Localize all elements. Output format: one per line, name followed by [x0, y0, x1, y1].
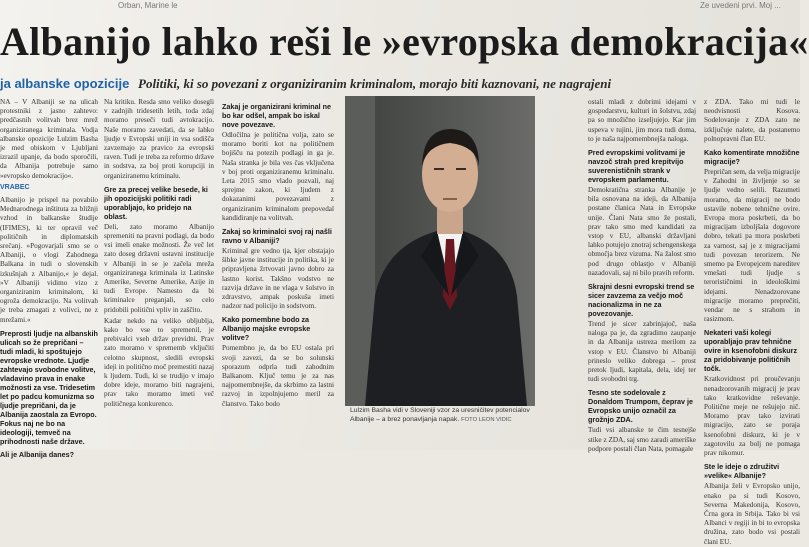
- column-1-question: Preprosti ljudje na albanskih ulicah so že prepričani – tudi mladi, ki spoštujejo evropske vrednote. Ljudje zahtevajo svobodne volitve, vladavino prava in enake možnosti za vse. Tridesetim let po padcu komunizma so ljudje prepričani, da je Albanija zaostala za Evropo. Fokus naj ne bo na ideologiji, temveč na prihodnosti naše države.: [0, 328, 98, 446]
- column-3-paragraph: Kriminal gre vedno tja, kjer obstajajo šibke javne institucije in politika, ki je pripravljena žrtvovati javno dobro za lastno korist. Takšno vodstvo ne razvija države in ne vlaga v šolstvo in zdravstvo, ampak poskuša imeti nadzor nad policijo in sodstvom.: [222, 247, 334, 311]
- column-3-paragraph: Odločilna je politična volja, zato se moramo boriti kot na političnem bojišču na potezih podlagi in ga je. Naša stranka je bila ves čas vključena v boj proti organiziranemu kriminalu. Leta 2015 smo vlado pozvali, naj sprejme zakon, ki ljudem z dokazanimi povezavami z organiziranim kriminalom prepovedal kandidiranje na volitvah.: [222, 131, 334, 222]
- column-2-paragraph: Kadar nekdo na veliko obljublja, kako bo vse to spremenil, je prebivalci vseh držav previdni. Prav zato moramo v sprememb vključiti celotno skupnost, sledili evropski ideji in politično moč premestiti nazaj k ljudem. Tudi, ki se trudijo v imajo dobre ideje, moramo biti nagrajeni, prav tako moramo imeti več političnega konkurenco.: [104, 316, 214, 408]
- column-5-question: Nekateri vaši kolegi uporabljajo prav tehnične ovire in ksenofobni diskurz za pridobivanje političnih točk.: [704, 328, 798, 374]
- portrait-photo: [345, 96, 535, 406]
- column-4-question: Tesno ste sodelovale z Donaldom Trumpom, čeprav je Evropsko unijo označil za grožnjo ZDA.: [588, 388, 694, 425]
- column-5-paragraph: Albanija želi v Evropsko unijo, enako pa si tudi Kosovo, Severna Makedonija, Kosovo, Črna gora in Srbija. Tako bi vsi Albanci v regiji in bi to evropska družina, zato bodo vsi postali člani EU.: [704, 482, 800, 546]
- column-5-paragraph: Kratkovidnost pri proučevanju nenadzorovanih migracij je prav tako kratkovidne reševanje. Politične meje ne rešujejo nič. Moramo prav tako izvirati migracijo, zato se poraja ksenofobni diskurz, ki je v zagotovilu za bolj ne pomaga prav nikomur.: [704, 375, 800, 458]
- column-4-paragraph: Trend je sicer zabrinjajoč, naša naloga pa je, da zgradimo zaupanje in da Albanija ustreza merilom za vstop v EU. Članstvo bi Albaniji prineslo veliko dobrega – prost pretok ljudi, kapitala, dela, idej ter tudi svobodni trg.: [588, 320, 696, 384]
- kicker: ja albanske opozicije: [0, 76, 130, 91]
- column-5: [704, 98, 800, 546]
- column-3-question: Kako pomembne bodo za Albanijo majske evropske volitve?: [222, 315, 311, 343]
- column-4-paragraph: Demokratična stranka Albanije je bila osnovana na ideji, da Albanija postane članica Nata in Evropske unije. Člani Nata smo že postali, prav tako smo med kandidati za vstop v EU, albanski državljani lahko potujejo znotraj schengenskega območja brez vizuma. Na žalost smo pod drugo oblastjo v Albaniji nazadovali, saj ni bilo pravih reform.: [588, 186, 696, 277]
- top-line-left: Orban, Marine le: [118, 1, 178, 10]
- column-2-paragraph: Deli, zato moramo Albanijo spremeniti na pravni podlagi, da bodo vsi imeli enake možnosti. Že več let zato doseg državni ustavni institucije v Albaniji in se je začela mreža organiziranega kriminala iz Latinske Amerike, Severne Amerike, Azije in tudi Evrope. Namesto da bi kriminalce preganjali, so celo pridobili politični vpliv in zaščito.: [104, 222, 214, 314]
- column-3-question: Zakaj so kriminalci svoj raj našli ravno v Albaniji?: [222, 227, 332, 246]
- column-5-question: Kako komentirate množične migracije?: [704, 148, 800, 167]
- column-4-question: Pred evropskimi volitvami je navzoč strah pred krepitvijo suverenističnih strank v evropskem parlamentu.: [588, 148, 686, 185]
- subhead: [0, 74, 800, 96]
- column-3: [222, 98, 334, 450]
- photo-credit: FOTO LEON VIDIC: [461, 416, 512, 423]
- column-4-paragraph: ostali mladi z dobrimi idejami v gospodarstvu, kulturi in šolstvu, zdaj pa so množično izseljujejo. Kar jim uspeva v tujini, jim mora tudi doma, to je naša najpomembnejša naloga.: [588, 98, 696, 143]
- column-4-paragraph: Tudi vsi albanske te čim tesnejše stike z ZDA, saj smo zaradi ameriške podpore postali član Nata, pomagale: [588, 426, 696, 453]
- column-4: [588, 98, 696, 453]
- deck: Politiki, ki so povezani z organiziranim kriminalom, morajo biti kaznovani, ne nagrajeni: [138, 76, 612, 91]
- column-4-question: Skrajni desni evropski trend se sicer zavzema za večjo moč nacionalizma in ne za povezovanje.: [588, 282, 695, 319]
- column-1: [0, 98, 98, 459]
- headline: Albanijo lahko reši le »evropska demokracija«: [0, 19, 809, 64]
- caption-text: Lulzim Basha vidi v Sloveniji vzor za uresničitev potencialov Albanije – a brez ponavljanja napak.: [350, 407, 530, 423]
- column-3-question: Zakaj je organizirani kriminal ne bo kar odšel, ampak bo iskal nove povezave.: [222, 102, 332, 129]
- column-1-question: Ali je Albanija danes?: [0, 449, 75, 459]
- column-1-paragraph: NA – V Albaniji se na ulicah protestniki z jasno zahtevo: predčasnih volitvah brez mrež organiziranega kriminala. Vodja albanske opozicije Lulzim Basha je med obiskom v Ljubljani izrazil upanje, da bodo sporočili, da Albanija potrebuje samo »evropsko demokracijo«.: [0, 98, 98, 180]
- portrait-illustration: [345, 96, 535, 406]
- column-5-paragraph: z ZDA. Tako mi tudi le neodvisnosti Kosova. Sodelovanje z ZDA zato ne izključuje nalete, da postanemo polnopravni član EU.: [704, 98, 800, 143]
- column-2: [104, 98, 214, 450]
- top-line-right: Ze uvedeni prvi. Moj ...: [700, 1, 781, 10]
- column-5-paragraph: Prepričan sem, da velja migracije v Zahodni in življenje so se ljudje vedno selili. Razumeti moramo, da migracij ne bodo ustavile nobene tehnične ovire. Evropa mora poskrbeti, da bo migracijam izboljšala dogovore dobro, tekati pa mora poskrbeti za varnost, saj je z migracijami tudi povezan terorizem. Ne smemo pa Evropejcem nareditev vmešati tudi ljudje s terorističnimi in ideološkimi idejami. Nenadzorovane migracije moramo preprečiti, vendar ne s strahom in rasizmom.: [704, 168, 800, 324]
- top-line: [0, 0, 800, 12]
- column-2-question: Gre za precej velike besede, ki jih opozicijski politiki radi uporabljajo, ko pridejo na oblast.: [104, 184, 208, 221]
- column-2-paragraph: Na kritiku. Resda smo veliko dosegli v zadnjih tridesetih letih, toda zdaj moramo preseči tudi avtokracijo. Naše moramo zavedati, da se lahko ljudje v Evropski uniji in vsa sodišča zavzemajo za pravico za evropski raven. Tudi je treba za reformo države in sodstva, za boj proti korupciji in organiziranemu kriminalu.: [104, 98, 214, 180]
- photo-caption: [350, 407, 550, 424]
- column-1-paragraph: Albanijo je prispel na povabilo Mednarodnega inštituta za bližnji vzhod in balkanske študije (IFIMES), ki ter opravil več političnih in diplomatskih srečanj. »Pogovarjali smo se o Albaniji, o vlogi Zahodnega Balkana in tudi o slovenskih izkušnjah z Albanijo,« je dejal. »V Albaniji vidimo vizo z organiziranim kriminalom, ki ogroža demokracijo. Na volitvah je treba zmagati z volivci, ne z mrežami.«: [0, 196, 98, 324]
- byline: VRABEC: [0, 183, 30, 191]
- column-5-question: Ste le ideje o združitvi »velike« Albanije?: [704, 462, 780, 481]
- column-3-paragraph: Pomembno je, da bo EU ostala pri svoji zavezi, da se bo solunski sporazum odprla tudi zahodnim Balkanom. Ključ temu je za nas najpomembnejše, da skrbimo za lastni razvoj in izpolnjujemo meril za članstvo. Tako bodo: [222, 344, 334, 408]
